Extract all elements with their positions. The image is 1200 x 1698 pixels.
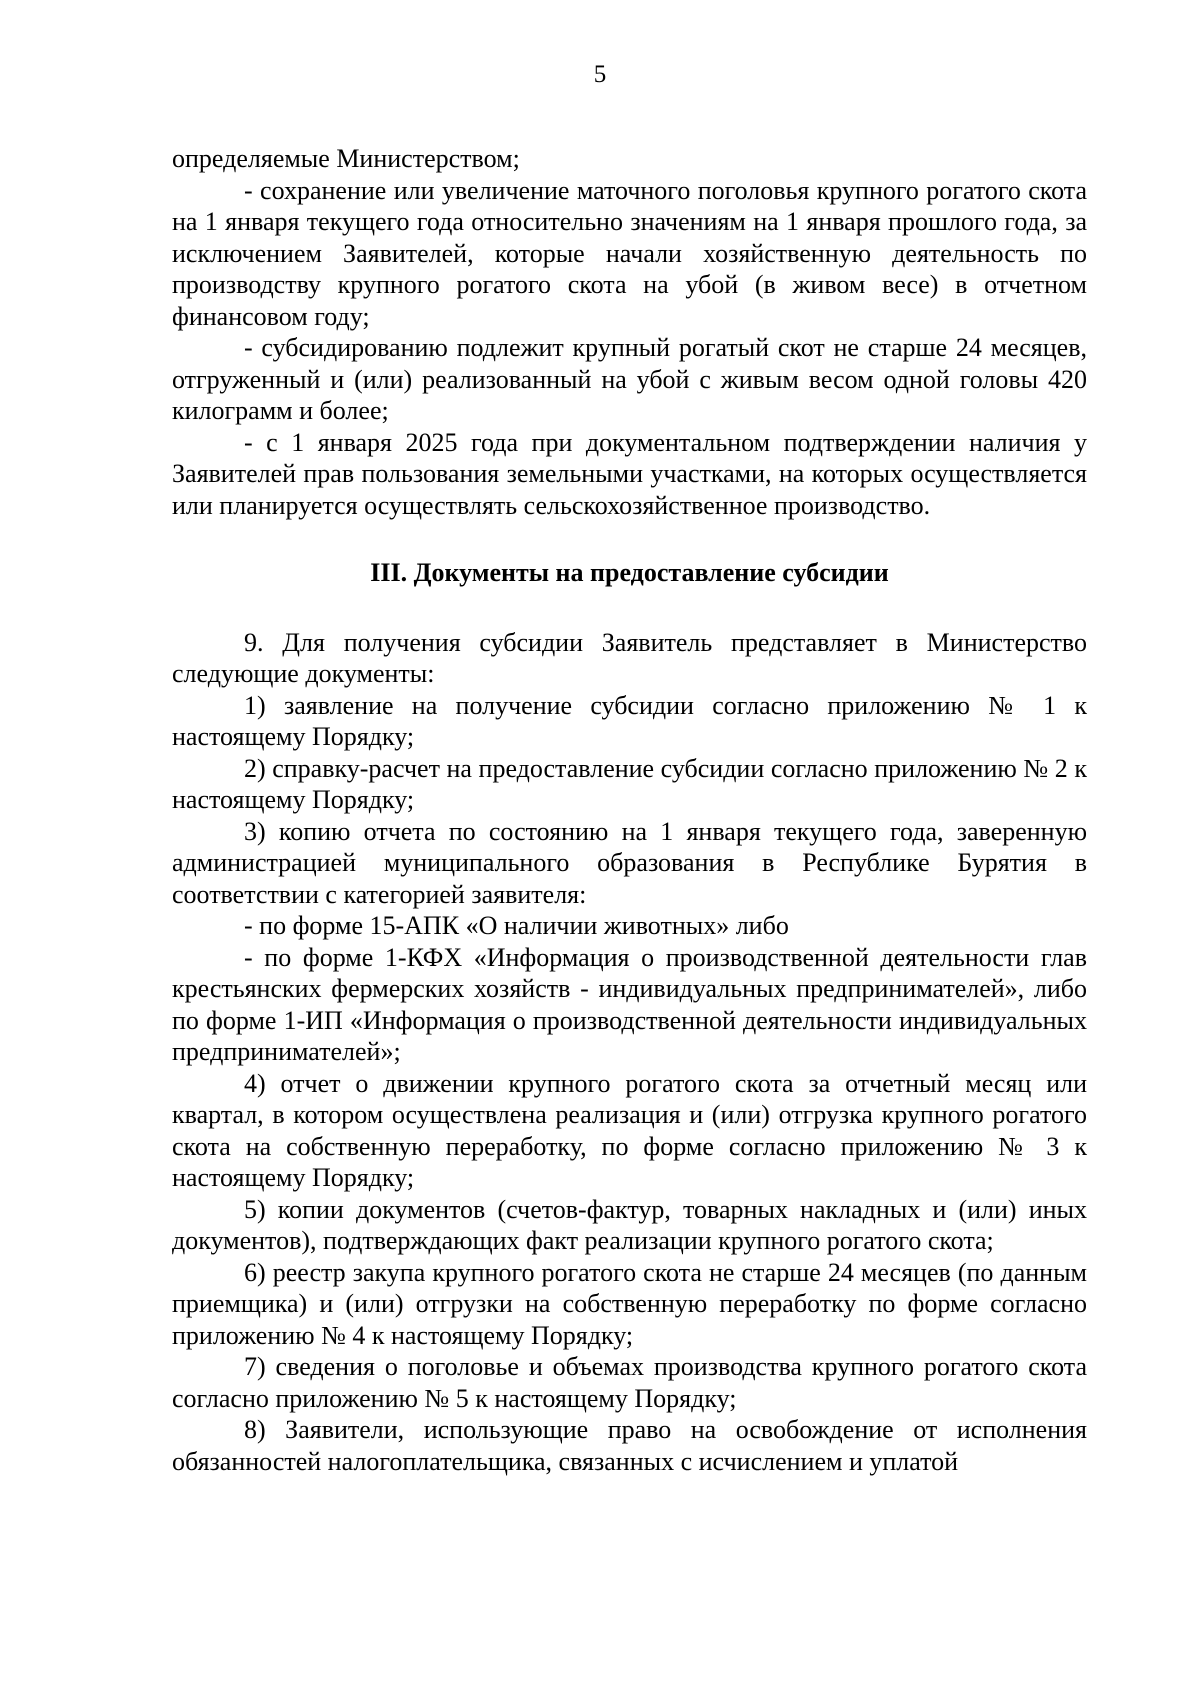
paragraph-form-15-apk: - по форме 15-АПК «О наличии животных» либо — [244, 911, 789, 940]
paragraph-herd-condition: - сохранение или увеличение маточного поголовья крупного рогатого скота на 1 января текущего года относительно значениям на 1 января прошлого года, за исключением Заявителей, которые начали хозяйственную деятельность по производству крупного рогатого скота на убой (в живом весе) в отчетном финансовом году; — [172, 175, 1087, 331]
paragraph-land-rights-condition: - с 1 января 2025 года при документальном подтверждении наличия у Заявителей прав пользования земельными участками, на которых осуществляется или планируется осуществлять сельскохозяйственное производство. — [172, 427, 1087, 520]
paragraph-item-2: 2) справку-расчет на предоставление субсидии согласно приложению № 2 к настоящему Порядку; — [172, 753, 1087, 814]
paragraph-form-1-kfh: - по форме 1-КФХ «Информация о производственной деятельности глав крестьянских фермерских хозяйств - индивидуальных предпринимателей», либо по форме 1-ИП «Информация о производственной деятельности индивидуальных предпринимателей»; — [172, 942, 1087, 1066]
paragraph-item-6: 6) реестр закупа крупного рогатого скота не старше 24 месяцев (по данным приемщика) и (или) отгрузки на собственную переработку по форме согласно приложению № 4 к настоящему Порядку; — [172, 1257, 1087, 1350]
paragraph-item-4: 4) отчет о движении крупного рогатого скота за отчетный месяц или квартал, в котором осуществлена реализация и (или) отгрузка крупного рогатого скота на собственную переработку, по форме согласно приложению № 3 к настоящему Порядку; — [172, 1068, 1087, 1192]
page-number: 5 — [593, 61, 607, 88]
paragraph-item-9: 9. Для получения субсидии Заявитель представляет в Министерство следующие документы: — [172, 627, 1087, 688]
paragraph-continuation: определяемые Министерством; — [172, 144, 520, 173]
paragraph-item-3: 3) копию отчета по состоянию на 1 января текущего года, заверенную администрацией муниципального образования в Республике Бурятия в соответствии с категорией заявителя: — [172, 816, 1087, 909]
paragraph-item-5: 5) копии документов (счетов-фактур, товарных накладных и (или) иных документов), подтверждающих факт реализации крупного рогатого скота; — [172, 1194, 1087, 1255]
paragraph-cattle-age-condition: - субсидированию подлежит крупный рогатый скот не старше 24 месяцев, отгруженный и (или) реализованный на убой с живым весом одной головы 420 килограмм и более; — [172, 333, 1087, 425]
paragraph-item-7: 7) сведения о поголовье и объемах производства крупного рогатого скота согласно приложению № 5 к настоящему Порядку; — [172, 1352, 1087, 1413]
document-body — [172, 143, 1087, 1477]
paragraph-item-1: 1) заявление на получение субсидии согласно приложению № 1 к настоящему Порядку; — [172, 690, 1087, 751]
section-heading: III. Документы на предоставление субсидии — [370, 558, 889, 587]
paragraph-item-8: 8) Заявители, использующие право на освобождение от исполнения обязанностей налогоплательщика, связанных с исчислением и уплатой — [172, 1415, 1087, 1476]
